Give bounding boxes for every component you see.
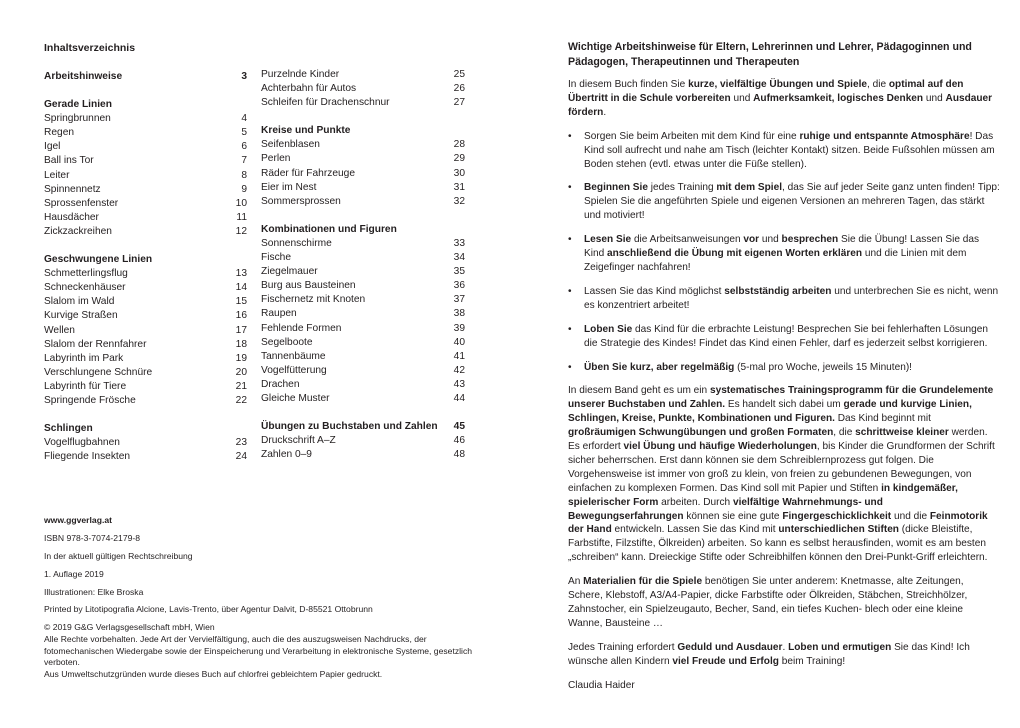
toc-entry-title: Schleifen für Drachenschnur	[261, 97, 390, 109]
toc-entry	[261, 265, 465, 279]
toc-entry	[261, 237, 465, 251]
toc-entry	[261, 448, 465, 462]
bullet-icon: •	[568, 234, 572, 246]
toc-entry	[261, 322, 465, 336]
toc-section-heading	[261, 124, 465, 138]
toc-entry-title: Kombinationen und Figuren	[261, 223, 397, 235]
bullet-icon: •	[568, 130, 572, 142]
toc-entry	[44, 380, 247, 394]
toc-entry	[44, 140, 247, 154]
text-run: und	[923, 92, 946, 104]
toc-entry	[44, 126, 247, 140]
toc-entry	[44, 324, 247, 338]
text-run: und die Linien mit dem Zeigefinger nachfahren!	[584, 248, 967, 273]
text-run: , bis Kinder die Grundformen der Schrift sicher beherrschen. Erst dann können sie dem Schreiblernprozess gut folgen. Die Vorgehensweise ist immer von groß zu klein, von freien zu gebundenen Bewegungen, von einfachen zu komplexen Formen. Das Kind soll mit Papier und Stiften	[568, 441, 995, 494]
bold-text: besprechen	[781, 234, 839, 246]
toc-entry	[261, 350, 465, 364]
toc-spacer	[261, 110, 465, 124]
instruction-item	[568, 285, 1000, 313]
paper-notice: Aus Umweltschutzgründen wurde dieses Buch auf chlorfrei gebleichtem Papier gedruckt.	[44, 668, 383, 679]
toc-entry-page: 46	[453, 435, 465, 447]
toc-entry-page: 13	[235, 268, 247, 280]
bold-text: Geduld und Ausdauer	[677, 641, 783, 653]
text-run: .	[782, 641, 789, 653]
text-run: , die	[867, 79, 889, 90]
text-run: entwickeln. Lassen Sie das Kind mit	[611, 524, 779, 536]
toc-entry	[44, 295, 247, 309]
toc-entry	[261, 293, 465, 307]
toc-entry-page: 30	[453, 167, 465, 179]
toc-entry-title: Labyrinth für Tiere	[44, 380, 127, 392]
toc-entry-title: Labyrinth im Park	[44, 352, 124, 364]
toc-entry-page: 40	[453, 336, 465, 348]
toc-entry-title: Springbrunnen	[44, 113, 111, 125]
toc-entry-page: 21	[235, 380, 247, 392]
bold-text: optimal auf den Übertritt in die Schule vorbereiten	[568, 79, 964, 104]
text-run: Das Kind beginnt mit	[834, 413, 931, 425]
toc-entry-title: Schlingen	[44, 423, 93, 435]
bold-text: in kindgemäßer, spielerischer Form	[568, 482, 958, 508]
bold-text: mit dem Spiel	[716, 182, 783, 194]
bold-text: Lesen Sie	[584, 234, 632, 246]
toc-entry-title: Fehlende Formen	[261, 322, 342, 334]
text-run: .	[603, 106, 607, 118]
text-run: jedes Training	[647, 182, 717, 194]
bold-text: vielfältige Wahrnehmungs- und Bewegungserfahrungen	[568, 496, 883, 522]
toc-entry-page: 42	[453, 364, 465, 376]
toc-entry	[261, 167, 465, 181]
toc-entry-page: 22	[235, 394, 247, 406]
text-run: arbeiten. Durch	[658, 496, 733, 508]
bold-text: Loben und ermutigen	[788, 641, 892, 653]
toc-entry	[261, 336, 465, 350]
toc-entry-page: 20	[235, 366, 247, 378]
bullet-icon: •	[568, 361, 572, 373]
bullet-icon: •	[568, 182, 572, 194]
toc-entry	[261, 82, 465, 96]
toc-entry	[261, 279, 465, 293]
toc-entry	[261, 152, 465, 166]
spelling-note: In der aktuell gültigen Rechtschreibung	[44, 550, 193, 561]
toc-entry-title: Zickzackreihen	[44, 225, 112, 237]
edition: 1. Auflage 2019	[44, 568, 104, 579]
toc-entry-title: Ball ins Tor	[44, 155, 94, 167]
toc-entry	[44, 309, 247, 323]
toc-entry-page: 16	[235, 310, 247, 322]
toc-entry-title: Perlen	[261, 153, 291, 165]
toc-entry-page: 12	[235, 225, 247, 237]
instruction-item	[568, 233, 1000, 275]
text-run: beim Training!	[778, 655, 846, 667]
toc-entry-title: Fischernetz mit Knoten	[261, 294, 366, 306]
toc-entry-title: Räder für Fahrzeuge	[261, 167, 356, 179]
text-run: und die	[891, 510, 930, 522]
bold-text: unterschiedlichen Stiften	[778, 524, 899, 536]
toc-entry-title: Vogelflugbahnen	[44, 437, 120, 449]
toc-entry-page: 25	[453, 69, 465, 80]
toc-entry-page: 10	[235, 197, 247, 209]
text-run: und	[730, 92, 754, 104]
toc-entry-title: Arbeitshinweise	[44, 71, 123, 82]
instruction-item	[568, 181, 1000, 223]
imprint	[44, 515, 474, 680]
toc-entry-title: Slalom im Wald	[44, 296, 115, 308]
text-run: können sie eine gute	[683, 510, 783, 522]
isbn: ISBN 978-3-7074-2179-8	[44, 532, 141, 543]
toc-entry-title: Übungen zu Buchstaben und Zahlen	[261, 421, 438, 433]
publisher-url[interactable]: www.ggverlag.at	[44, 515, 112, 525]
instruction-item	[568, 130, 1000, 172]
toc-entry	[44, 154, 247, 168]
toc-entry	[261, 96, 465, 110]
text-run: Sorgen Sie beim Arbeiten mit dem Kind für eine	[584, 130, 800, 142]
toc-entry-page: 35	[453, 266, 465, 278]
copyright: © 2019 G&G Verlagsgesellschaft mbH, Wien	[44, 622, 215, 633]
text-run: (dicke Bleistifte, Farbstifte, Filzstifte, Ölkreiden) arbeiten. So kann es selbst herausfinden, womit es am besten „schreiben“ kann. Dreieckige Stifte oder Schreibhilfen können den Drei-Punkt-Griff erleichtern.	[568, 524, 988, 564]
bold-text: Aufmerksamkeit, logisches Denken	[753, 92, 924, 104]
text-run: die Arbeitsanweisungen	[631, 234, 744, 246]
toc-section-heading	[44, 70, 247, 84]
bold-text: gerade und kurvige Linien, Schlingen, Kreise, Punkte, Kombinationen und Figuren.	[568, 399, 972, 425]
toc-entry-title: Raupen	[261, 308, 297, 320]
toc-entry-page: 31	[453, 181, 465, 193]
toc-column-1	[44, 70, 247, 464]
toc-entry-title: Ziegelmauer	[261, 266, 318, 278]
band-paragraph	[568, 384, 1000, 565]
signature: Claudia Haider	[568, 679, 635, 691]
toc-entry-page: 32	[453, 195, 465, 207]
toc-entry	[261, 181, 465, 195]
toc-entry-title: Tannenbäume	[261, 350, 326, 362]
toc-entry	[44, 197, 247, 211]
toc-entry-page: 45	[453, 421, 465, 433]
bullet-icon: •	[568, 323, 572, 335]
toc-entry-page: 33	[453, 237, 465, 249]
toc-entry	[44, 450, 247, 464]
toc-entry-title: Purzelnde Kinder	[261, 69, 340, 80]
toc-entry-title: Schmetterlingsflug	[44, 268, 128, 280]
text-run: werden. Es erfordert	[568, 427, 988, 453]
toc-entry-page: 37	[453, 294, 465, 306]
text-run: und	[759, 234, 782, 246]
toc-entry	[44, 394, 247, 408]
toc-entry-page: 17	[235, 324, 247, 336]
bold-text: kurze, vielfältige Übungen und Spiele	[688, 79, 867, 90]
toc-entry-title: Zahlen 0–9	[261, 449, 312, 461]
instruction-item	[568, 323, 1000, 351]
instruction-item	[568, 361, 1000, 375]
toc-section-heading	[261, 420, 465, 434]
toc-entry	[44, 281, 247, 295]
text-run: das Kind für die erbrachte Leistung! Besprechen Sie bei fehlerhaften Lösungen die Strategie des Kindes! Findet das Kind einen Fehler, darf es jederzeit selbst korrigieren.	[584, 323, 988, 349]
toc-entry-title: Vogelfütterung	[261, 364, 327, 376]
toc-entry-title: Eier im Nest	[261, 181, 317, 193]
printer-info: Printed by Litotipografia Alcione, Lavis-Trento, über Agentur Dalvit, D-85521 Ottobrunn	[44, 604, 373, 615]
toc-entry-title: Sprossenfenster	[44, 197, 119, 209]
toc-entry-title: Seifenblasen	[261, 139, 320, 151]
materials-paragraph	[568, 575, 1000, 631]
text-run: , das Sie auf jeder Seite ganz unten finden! Tipp: Spielen Sie die angeführten Spiele und eigenen Versionen an mehreren Tagen, das stärkt und motiviert!	[584, 182, 1000, 222]
instruction-list	[568, 130, 1000, 375]
bold-text: selbstständig arbeiten	[724, 285, 832, 297]
toc-entry-title: Gerade Linien	[44, 99, 112, 111]
toc-entry-page: 18	[235, 338, 247, 350]
toc-spacer	[44, 408, 247, 422]
intro-paragraph	[568, 78, 1000, 120]
toc-entry-title: Schneckenhäuser	[44, 282, 126, 294]
bold-text: viel Freude und Erfolg	[672, 655, 779, 667]
toc-entry-page: 43	[453, 378, 465, 390]
toc-spacer	[44, 239, 247, 253]
bold-text: Üben Sie kurz, aber regelmäßig	[584, 361, 735, 373]
toc-entry-title: Sonnenschirme	[261, 237, 332, 249]
toc-entry	[44, 211, 247, 225]
toc-entry-title: Geschwungene Linien	[44, 254, 153, 266]
text-run: Jedes Training erfordert	[568, 641, 678, 653]
toc-entry-page: 7	[241, 155, 247, 167]
toc-entry	[44, 352, 247, 366]
toc-entry-title: Igel	[44, 141, 61, 153]
toc-entry-page: 27	[453, 97, 465, 109]
bold-text: großräumigen Schwungübungen und großen Formaten	[568, 427, 834, 439]
text-run: Lassen Sie das Kind möglichst	[584, 285, 725, 297]
bold-text: viel Übung und häufige Wiederholungen	[623, 441, 817, 453]
text-run: In diesem Buch finden Sie	[568, 79, 689, 90]
text-run: ! Das Kind soll aufrecht und nahe am Tisch (leichter Kontakt) sitzen. Beide Fußsohlen müssen am Boden stehen (evtl. etwas unter die Füße stellen).	[584, 130, 995, 170]
toc-entry-title: Fische	[261, 252, 292, 264]
rights-notice: Alle Rechte vorbehalten. Jede Art der Vervielfältigung, auch die des auszugsweisen Nachdrucks, der fotomechanischen Wiedergabe sowie der Einspeicherung und Verarbeitung in elektronische Systeme, gesetzlich verboten.	[44, 633, 473, 668]
toc-entry	[261, 364, 465, 378]
toc-entry	[44, 169, 247, 183]
toc-entry-title: Hausdächer	[44, 211, 99, 223]
toc-entry	[261, 392, 465, 406]
toc-spacer	[44, 84, 247, 98]
notes-body	[568, 78, 1000, 703]
toc-entry	[261, 138, 465, 152]
bullet-icon: •	[568, 285, 572, 297]
toc-entry-title: Leiter	[44, 169, 70, 181]
text-run: An	[568, 576, 584, 588]
toc-entry	[44, 338, 247, 352]
closing-paragraph	[568, 641, 1000, 669]
toc-spacer	[261, 209, 465, 223]
toc-entry-page: 8	[241, 169, 247, 181]
toc-entry-page: 3	[241, 71, 247, 82]
bold-text: Fingergeschicklichkeit	[782, 510, 892, 522]
toc-entry-title: Slalom der Rennfahrer	[44, 338, 147, 350]
toc-entry-page: 26	[453, 83, 465, 95]
right-page	[510, 0, 1020, 728]
toc-entry-title: Segelboote	[261, 336, 313, 348]
text-run: (5-mal pro Woche, jeweils 15 Minuten)!	[734, 361, 912, 373]
toc-entry-title: Druckschrift A–Z	[261, 435, 336, 447]
notes-title: Wichtige Arbeitshinweise für Eltern, Lehrerinnen und Lehrer, Pädagoginnen und Pädagogen, Therapeutinnen und Therapeuten	[568, 41, 972, 68]
toc-entry-page: 24	[235, 451, 247, 463]
bold-text: Beginnen Sie	[584, 182, 648, 194]
toc-entry	[44, 112, 247, 126]
bold-text: Materialien für die Spiele	[583, 576, 703, 588]
toc-entry-page: 6	[241, 141, 247, 153]
toc-entry	[44, 183, 247, 197]
text-run: , die	[833, 427, 856, 439]
bold-text: systematisches Trainingsprogramm für die Grundelemente unserer Buchstaben und Zahlen.	[568, 385, 994, 411]
toc-entry-page: 4	[241, 113, 247, 125]
text-run: In diesem Band geht es um ein	[568, 385, 710, 397]
toc-entry-title: Drachen	[261, 378, 300, 390]
toc-section-heading	[44, 422, 247, 436]
toc-entry-page: 5	[241, 127, 247, 139]
toc-entry-title: Regen	[44, 127, 75, 139]
toc-entry-page: 34	[453, 252, 465, 264]
bold-text: ruhige und entspannte Atmosphäre	[799, 130, 970, 142]
toc-entry-title: Fliegende Insekten	[44, 451, 131, 463]
toc-section-heading	[261, 223, 465, 237]
toc-entry-title: Verschlungene Schnüre	[44, 366, 153, 378]
toc-entry-page: 48	[453, 449, 465, 461]
toc-entry-page: 38	[453, 308, 465, 320]
toc-entry-title: Kurvige Straßen	[44, 310, 118, 322]
toc-entry-title: Gleiche Muster	[261, 392, 330, 404]
toc-entry-page: 28	[453, 139, 465, 151]
toc-entry-title: Kreise und Punkte	[261, 125, 351, 137]
toc-entry-page: 44	[453, 392, 465, 404]
toc-entry-page: 14	[235, 282, 247, 294]
text-run: Sie das Kind! Ich wünsche allen Kindern	[568, 641, 970, 667]
toc-column-2	[261, 68, 465, 462]
toc-entry	[44, 366, 247, 380]
text-run: und unterbrechen Sie es nicht, wenn es konzentriert arbeitet!	[584, 285, 999, 311]
toc-entry-title: Springende Frösche	[44, 394, 136, 406]
toc-entry-title: Spinnennetz	[44, 183, 101, 195]
toc-entry-page: 39	[453, 322, 465, 334]
toc-entry	[261, 434, 465, 448]
toc-entry	[261, 68, 465, 82]
text-run: benötigen Sie unter anderem: Knetmasse, alte Zeitungen, Schere, Klebstoff, A3/A4-Papier, dicke Farbstifte oder Ölkreiden, Stäbchen, Streichhölzer, Zahnstocher, ein Spielzeugauto, Becher, Sand, ein tiefes Kuchen- blech oder eine kleine Wanne, Bausteine …	[568, 576, 968, 629]
illustrations-credit: Illustrationen: Elke Broska	[44, 586, 144, 597]
toc-entry-page: 36	[453, 280, 465, 292]
text-run: Es handelt sich dabei um	[725, 399, 844, 411]
toc-entry	[261, 307, 465, 321]
bold-text: Ausdauer fördern	[568, 92, 993, 118]
bold-text: anschließend die Übung mit eigenen Worten erklären	[607, 248, 863, 260]
toc-spacer	[261, 406, 465, 420]
toc-entry-title: Achterbahn für Autos	[261, 83, 357, 95]
toc-section-heading	[44, 253, 247, 267]
toc-entry-page: 41	[453, 350, 465, 362]
toc-entry-title: Sommersprossen	[261, 195, 341, 207]
toc-entry-page: 11	[236, 211, 247, 223]
toc-section-heading	[44, 98, 247, 112]
text-run: Sie die Übung! Lassen Sie das Kind	[584, 234, 980, 260]
toc-entry	[44, 436, 247, 450]
toc-entry	[261, 251, 465, 265]
toc-title: Inhaltsverzeichnis	[44, 42, 136, 54]
toc-entry	[44, 267, 247, 281]
toc-entry-page: 29	[453, 153, 465, 165]
bold-text: schrittweise kleiner	[855, 427, 949, 439]
toc-entry-page: 15	[235, 296, 247, 308]
toc-entry	[44, 225, 247, 239]
toc-entry	[261, 378, 465, 392]
bold-text: Loben Sie	[584, 323, 633, 335]
toc-entry-title: Burg aus Bausteinen	[261, 280, 356, 292]
toc-entry-title: Wellen	[44, 324, 75, 336]
toc-entry-page: 23	[235, 437, 247, 449]
toc-entry-page: 9	[241, 183, 247, 195]
bold-text: vor	[743, 234, 760, 246]
toc-entry-page: 19	[235, 352, 247, 364]
bold-text: Feinmotorik der Hand	[568, 510, 988, 536]
toc-entry	[261, 195, 465, 209]
